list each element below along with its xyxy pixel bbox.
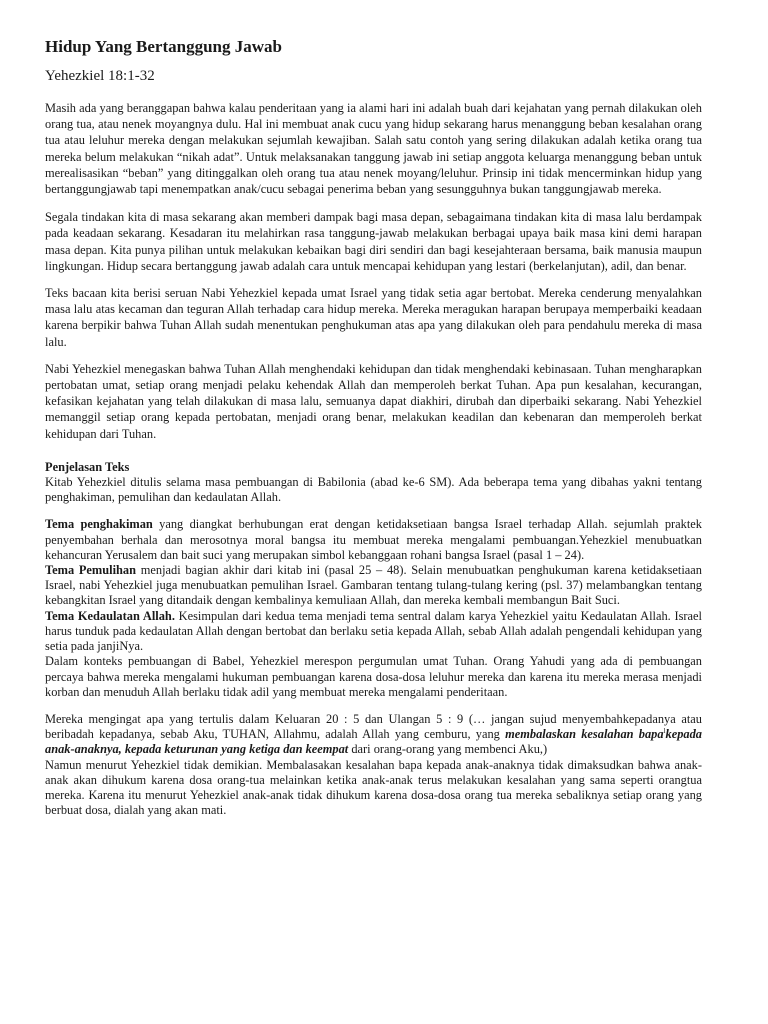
theme-judgment — [45, 517, 702, 563]
paragraph-3: Teks bacaan kita berisi seruan Nabi Yehezkiel kepada umat Israel yang tidak setia agar bertobat. Mereka cenderung menyalahkan masa lalu atas kecaman dan teguran Allah terhadap cara hidup mereka. Mereka meragukan harapan berupaya memperbaiki keadaan karena berpikir bahwa Tuhan Allah sudah menentukan penghukuman atas apa yang dilakukan oleh para pendahulu mereka di masa lalu. — [45, 286, 702, 349]
theme-sovereignty-text: Kesimpulan dari kedua tema menjadi tema sentral dalam karya Yehezkiel yaitu Kedaulatan Allah. Israel harus tunduk pada kedaulatan Allah dengan bertobat dan berlaku setia kepada Allah, sebab Allah adalah pengendali kehidupan yang setia pada janjiNya. — [45, 608, 703, 654]
theme-judgment-label: Tema penghakiman — [45, 517, 153, 532]
scripture-reference: Yehezkiel 18:1-32 — [45, 68, 155, 84]
section-heading: Penjelasan Teks — [45, 459, 130, 474]
quote-start: Mereka mengingat apa yang tertulis dalam Keluaran 20 : 5 dan Ulangan 5 : 9 (… jangan sujud menyembahkepadanya atau beribadah kepadanya, sebab Aku, TUHAN, Allahmu, adalah Allah yang cemburu, yang — [45, 711, 702, 742]
theme-sovereignty — [45, 609, 702, 655]
paragraph-4: Nabi Yehezkiel menegaskan bahwa Tuhan Allah menghendaki kehidupan dan tidak menghendaki kebinasaan. Tuhan mengharapkan pertobatan umat, setiap orang menjadi pelaku kehendak Allah dan memperoleh berkat Tuhan. Apa pun kesalahan, kecurangan, kefasikan kejahatan yang telah dilakukan di masa lalu, semuanya dapat diakhiri, dirubah dan diperbaiki sekarang. Nabi Yehezkiel memanggil setiap orang kepada pertobatan, menjadi orang benar, melakukan keadilan dan kebenaran dan memperoleh berkat kehidupan dari Tuhan. — [45, 361, 702, 441]
theme-restoration-label: Tema Pemulihan — [45, 563, 137, 578]
theme-restoration-text: menjadi bagian akhir dari kitab ini (pasal 25 – 48). Selain menubuatkan penghukuman karena ketidaksetiaan Israel, nabi Yehezkiel juga menubuatkan pemulihan Israel. Gambaran tentang tulang-tulang kering (psl. 37) melambangkan tentang kebangkitan Israel yang ditandaik dengan kembalinya kemuliaan Allah, dan mereka kembali membangun Bait Suci. — [45, 563, 702, 608]
quote-paragraph — [45, 712, 702, 758]
theme-judgment-text: yang diangkat berhubungan erat dengan ketidaksetiaan bangsa Israel terhadap Allah. sejumlah praktek penyembahan berhala dan merosotnya moral bangsa itu membuat mereka mengalami pembuangan.Yehezkiel menubuatkan kehancuran Yerusalem dan bait suci yang merupakan simbol kebanggaan rohani bangsa Israel (pasal 1 – 24). — [45, 517, 702, 562]
quote-emphasis-1: membalaskan kesalahan bapa — [505, 727, 664, 742]
context-paragraph: Dalam konteks pembuangan di Babel, Yehezkiel merespon pergumulan umat Tuhan. Orang Yahudi yang ada di pembuangan percaya bahwa mereka mengalami hukuman pembuangan karena dosa-dosa leluhur mereka dan karena itu mereka merasa menjadi korban dan menuduh Allah berlaku tidak adil yang membuat mereka mengalami penderitaan. — [45, 654, 702, 699]
quote-emphasis-2: kepada anak-anaknya, kepada keturunan yang ketiga dan keempat — [45, 727, 703, 757]
document-page — [45, 36, 702, 818]
section-intro: Kitab Yehezkiel ditulis selama masa pembuangan di Babilonia (abad ke-6 SM). Ada beberapa tema yang dibahas yakni tentang penghakiman, pemulihan dan kedaulatan Allah. — [45, 475, 702, 505]
paragraph-1: Masih ada yang beranggapan bahwa kalau penderitaan yang ia alami hari ini adalah buah dari kejahatan yang pernah dilakukan oleh orang tua, atau nenek moyangnya dulu. Hal ini membuat anak cucu yang hidup sekarang harus menanggung beban kesalahan orang tua atau leluhur mereka dengan melakukan sejumlah kewajiban. Salah satu contoh yang sering dilakukan adalah ketika orang tua mereka belum melakukan “nikah adat”. Untuk melaksanakan tanggung jawab ini setiap anggota keluarga menanggung beban untuk merealisasikan “beban” yang ditinggalkan oleh orang tua atau nenek moyang/leluhur. Prinsip ini tidak mencerminkan hidup yang bertanggungjawab tapi menempatkan anak/cucu sebagai penerima beban yang sesungguhnya bukan tanggungjawab mereka. — [45, 101, 702, 197]
closing-paragraph: Namun menurut Yehezkiel tidak demikian. Membalasakan kesalahan bapa kepada anak-anaknya tidak dimaksudkan bahwa anak-anak akan dihukum karena dosa orang-tua melainkan ketika anak-anak terus melakukan kesalahan yang sama seperti orangtua mereka. Karena itu menurut Yehezkiel anak-anak tidak dihukum karena dosa-dosa orang tua mereka sebaliknya setiap orang yang berbuat dosa, dialah yang akan mati. — [45, 757, 702, 818]
quote-end: dari orang-orang yang membenci Aku,) — [348, 742, 548, 757]
footnote-marker: l — [663, 726, 666, 735]
document-title: Hidup Yang Bertanggung Jawab — [45, 37, 282, 56]
paragraph-2: Segala tindakan kita di masa sekarang akan memberi dampak bagi masa depan, sebagaimana tindakan kita di masa lalu berdampak pada keadaan sekarang. Kesadaran itu melahirkan rasa tanggung-jawab melakukan berbagai upaya baik masa kini demi harapan masa depan. Kita punya pilihan untuk melakukan kebaikan bagi diri sendiri dan bagi kesejahteraan bersama, baik manusia maupun lingkungan. Hidup secara bertanggung jawab adalah cara untuk mencapai kehidupan yang lestari (berkelanjutan), adil, dan benar. — [45, 210, 702, 273]
theme-sovereignty-label: Tema Kedaulatan Allah. — [45, 608, 175, 623]
theme-restoration — [45, 563, 702, 609]
